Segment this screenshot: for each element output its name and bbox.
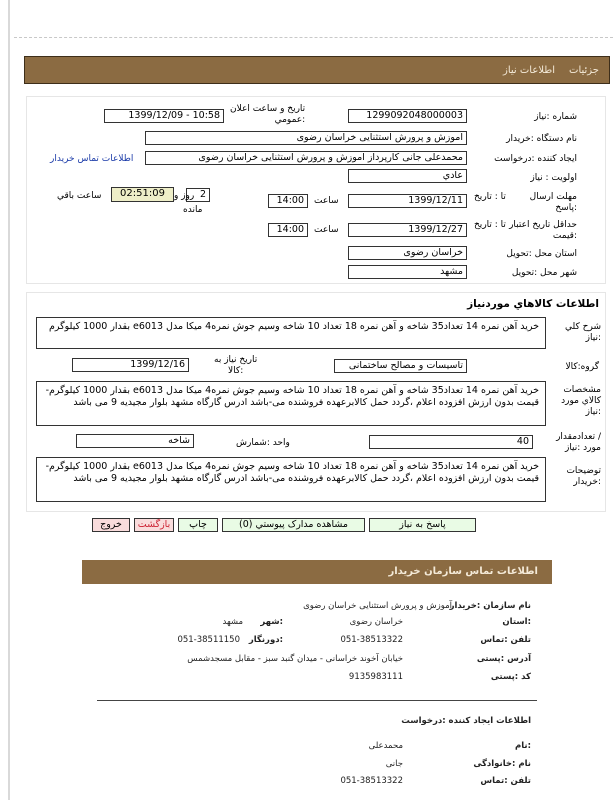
remaining-label: مانده <box>183 205 203 215</box>
exit-button[interactable]: خروج <box>92 518 130 532</box>
days-left-field: 2 <box>186 188 210 202</box>
creator-phone-label: تلفن :تماس <box>480 776 531 786</box>
announce-date-field[interactable]: 1399/12/09 - 10:58 <box>104 109 224 123</box>
address-value: خیابان آخوند خراسانی - میدان گنبد سبز - مقابل مسجدشمس <box>187 654 403 664</box>
fax-label: :دورنگار <box>248 635 283 645</box>
city-label: شهر محل :تحویل <box>511 268 577 278</box>
price-validity-date-field[interactable]: 1399/12/27 <box>348 223 467 237</box>
need-date-field[interactable]: 1399/12/16 <box>72 358 189 372</box>
deadline-date-field[interactable]: 1399/12/11 <box>348 194 467 208</box>
tab-bar <box>24 56 610 84</box>
priority-label: اولویت : نیاز <box>530 173 577 183</box>
deadline-time-field[interactable]: 14:00 <box>268 194 308 208</box>
creator-phone-value: 051-38513322 <box>340 776 403 786</box>
price-validity-time-label: ساعت <box>314 225 339 235</box>
last-name-value: جانی <box>385 759 403 769</box>
price-validity-time-field[interactable]: 14:00 <box>268 223 308 237</box>
unit-field[interactable]: شاخه <box>76 434 194 448</box>
last-name-label: نام :خانوادگی <box>473 759 531 769</box>
announce-date-label: تاریخ و ساعت اعلان :عمومي <box>230 104 306 125</box>
section-divider <box>97 700 537 701</box>
deadline-label: مهلت ارسال :پاسخ <box>529 192 577 213</box>
respond-button[interactable]: پاسخ به نیاز <box>369 518 476 532</box>
postal-code-label: کد :پستی <box>490 672 531 682</box>
price-to-date-label: تا : تاریخ <box>474 220 506 230</box>
org-name-value: آموزش و پرورش استثنایی خراسان رضوی <box>303 601 452 611</box>
spec-field[interactable]: خرید آهن نمره 14 تعداد35 شاخه و آهن نمره 18 تعداد 10 شاخه وسیم جوش نمره4 میکا مدل e6013 بقدار 1000 کیلوگرم- قیمت بدون ارزش افزوده اعلام ،گردد حمل کالابرعهده فروشنده می-باشد ادرس گارگاه مشهد بلوار مجیدیه 9 می باشد <box>36 381 546 426</box>
contact-province-label: :استان <box>502 617 531 627</box>
unit-label: واحد :شمارش <box>236 438 290 448</box>
contact-section-header: اطلاعات تماس سازمان خریدار <box>82 560 552 584</box>
deadline-to-date-label: تا : تاریخ <box>474 192 506 202</box>
tab-details[interactable]: جزئیات <box>569 64 599 76</box>
buyer-contact-link[interactable]: اطلاعات تماس خریدار <box>50 154 134 164</box>
summary-label: شرح کلي :نیاز <box>565 322 601 343</box>
contact-phone-label: تلفن :تماس <box>480 635 531 645</box>
qty-field[interactable]: 40 <box>369 435 533 449</box>
contact-province-value: خراسان رضوی <box>349 617 403 627</box>
attachments-button[interactable]: مشاهده مدارک پیوستي (0) <box>222 518 365 532</box>
spec-label: مشخصات کالاي مورد :نیاز <box>561 385 601 417</box>
creator-section-title: اطلاعات ایجاد کننده :درخواست <box>401 716 531 726</box>
qty-label: / تعدادمقدار مورد :نیاز <box>556 432 601 453</box>
deadline-time-label: ساعت <box>314 196 339 206</box>
address-label: آدرس :پستی <box>476 654 531 664</box>
requester-label: ایجاد کننده :درخواست <box>494 154 577 164</box>
top-divider <box>14 37 613 38</box>
priority-field[interactable]: عادي <box>348 169 467 183</box>
requester-field[interactable]: محمدعلی جانی کارپرداز آموزش و پرورش استثنایی خراسان رضوی <box>145 151 467 165</box>
group-field[interactable]: تاسیسات و مصالح ساختمانی <box>334 359 467 373</box>
first-name-label: :نام <box>514 741 531 751</box>
summary-field[interactable]: خرید آهن نمره 14 تعداد35 شاخه و آهن نمره 18 تعداد 10 شاخه وسیم جوش نمره4 میکا مدل e6013 بقدار 1000 کیلوگرم <box>36 317 546 349</box>
contact-phone-value: 051-38513322 <box>340 635 403 645</box>
print-button[interactable]: چاپ <box>178 518 218 532</box>
buyer-org-field[interactable]: آموزش و پرورش استثنایی خراسان رضوی <box>145 131 467 145</box>
contact-city-value: مشهد <box>222 617 243 627</box>
city-field[interactable]: مشهد <box>348 265 467 279</box>
fax-value: 051-38511150 <box>177 635 240 645</box>
tab-need-info[interactable]: اطلاعات نیاز <box>503 64 556 76</box>
countdown-timer: 02:51:09 <box>111 187 174 202</box>
province-field[interactable]: خراسان رضوی <box>348 246 467 260</box>
postal-code-value: 9135983111 <box>348 672 403 682</box>
goods-section-title: اطلاعات کالاهاي موردنیاز <box>467 298 599 310</box>
need-date-label: تاریخ نیاز به :کالا <box>214 355 258 376</box>
buyer-org-label: نام دستگاه :خریدار <box>506 134 577 144</box>
first-name-value: محمدعلی <box>368 741 403 751</box>
left-border <box>8 0 10 800</box>
price-validity-label: حداقل تاریخ اعتبار :قیمت <box>509 220 577 241</box>
buyer-notes-label: توضیحات :خریدار <box>566 466 601 487</box>
buyer-notes-field[interactable]: خرید آهن نمره 14 تعداد35 شاخه و آهن نمره 18 تعداد 10 شاخه وسیم جوش نمره4 میکا مدل e6013 بقدار 1000 کیلوگرم- قیمت بدون ارزش افزوده اعلام ،گردد حمل کالابرعهده فروشنده می-باشد ادرس گارگاه مشهد بلوار مجیدیه 9 می باشد <box>36 457 546 502</box>
contact-city-label: :شهر <box>260 617 283 627</box>
day-and-label: روز و <box>174 191 195 201</box>
org-name-label: نام سازمان :خریدار <box>449 601 531 611</box>
hours-left-label: ساعت باقي <box>57 191 102 201</box>
need-number-field[interactable]: 1299092048000003 <box>348 109 467 123</box>
back-button[interactable]: بازگشت <box>134 518 174 532</box>
need-number-label: شماره :نیاز <box>534 112 577 122</box>
group-label: گروه:کالا <box>565 362 599 372</box>
province-label: استان محل :تحویل <box>506 249 577 259</box>
